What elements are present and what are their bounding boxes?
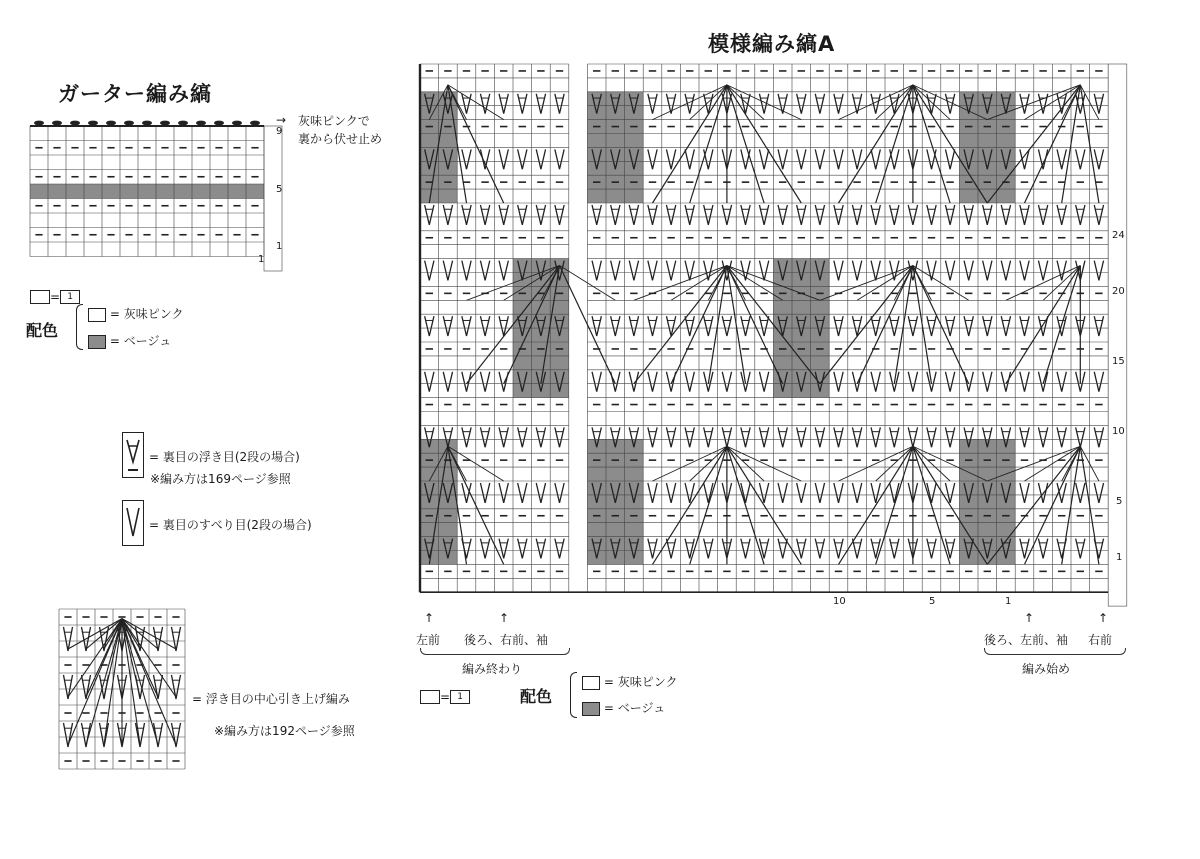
slip-mark [518,483,527,503]
slip-mark [834,427,843,447]
slip-mark [759,316,768,336]
slip-mark [1020,427,1029,447]
slip-mark [1020,539,1029,559]
slip-mark [666,149,675,169]
pattern-col-10: 10 [833,596,846,607]
slip-mark [704,94,713,114]
slip-mark [462,372,471,392]
slip-mark [480,94,489,114]
slip-mark [852,483,861,503]
bindoff-stitch [142,121,152,126]
slip-mark [722,427,731,447]
slip-mark [648,316,657,336]
slip-mark [852,149,861,169]
float-stitch-note: ※編み方は169ページ参照 [150,472,291,486]
bindoff-note-2: 裏から伏せ止め [298,132,383,146]
start-brace [984,648,1126,655]
slip-mark [759,427,768,447]
slip-mark [1076,205,1085,225]
slip-mark [1057,427,1066,447]
end-arrow-right-icon: ↑ [499,611,510,625]
lift-line [122,619,158,745]
slip-mark [629,205,638,225]
slip-mark [425,316,434,336]
slip-mark [1038,539,1047,559]
slip-mark [741,94,750,114]
slip-mark [927,316,936,336]
slip-mark [908,427,917,447]
slip-mark [462,261,471,281]
slip-mark [1001,261,1010,281]
slip-mark [927,539,936,559]
slip-mark [1094,149,1103,169]
slip-mark [1057,261,1066,281]
bindoff-stitch [52,121,62,126]
pattern-symbol-key [420,686,470,705]
slip-mark [759,372,768,392]
slip-mark [648,372,657,392]
slip-mark [648,205,657,225]
bindoff-stitch [214,121,224,126]
pattern-col-1: 1 [1005,596,1012,607]
pattern-row-15: 15 [1112,356,1125,367]
color-key-right-item-1 [582,673,677,690]
color-key-left-item-2 [88,332,171,349]
slip-mark [722,372,731,392]
slip-mark [704,205,713,225]
color-key-left-brace [76,304,83,350]
slip-mark [1038,261,1047,281]
beige-stripe [30,186,264,196]
slip-mark [611,205,620,225]
slip-mark [704,427,713,447]
slip-mark [425,261,434,281]
slip-mark [871,427,880,447]
slip-mark [425,205,434,225]
slip-mark [536,427,545,447]
slip-mark [499,372,508,392]
slip-mark [499,539,508,559]
blank-cell-icon [420,690,440,704]
slip-mark [629,372,638,392]
slip-mark [852,427,861,447]
slip-mark [871,372,880,392]
slip-mark [871,261,880,281]
slip-mark [1094,205,1103,225]
pattern-key-equals: = [440,690,451,704]
slip-mark [666,483,675,503]
slip-mark [797,539,806,559]
float-lift-note: ※編み方は192ページ参照 [214,724,355,738]
slip-mark [462,205,471,225]
slip-mark [536,539,545,559]
slip-mark [499,483,508,503]
slip-mark [834,483,843,503]
bindoff-stitch [250,121,260,126]
bindoff-stitch [34,121,44,126]
color-key-right-label: 配色 [520,687,553,706]
slip-mark [648,427,657,447]
slip-mark [871,205,880,225]
slip-mark [443,261,452,281]
slip-mark [480,205,489,225]
slip-mark [685,316,694,336]
slip-mark [778,427,787,447]
slip-mark [834,94,843,114]
color-key-left-item-1 [88,305,183,322]
slip-mark [1057,149,1066,169]
slip-mark [685,149,694,169]
slip-mark [425,372,434,392]
slip-mark [797,427,806,447]
slip-mark [648,94,657,114]
slip-mark [666,261,675,281]
slip-mark [1057,205,1066,225]
slip-mark [890,539,899,559]
slip-mark [518,94,527,114]
slip-mark [852,205,861,225]
slip-mark [443,316,452,336]
slip-mark [797,149,806,169]
slip-stitch-legend: = 裏目のすべり目(2段の場合) [149,518,312,532]
slip-mark [797,483,806,503]
slip-mark [1020,372,1029,392]
slip-mark [945,372,954,392]
slip-mark [964,372,973,392]
slip-mark [685,205,694,225]
bindoff-stitch [88,121,98,126]
slip-mark [741,483,750,503]
slip-mark [648,483,657,503]
bindoff-stitch [196,121,206,126]
color-key-right-item-2 [582,699,665,716]
slip-mark [741,316,750,336]
garter-title: ガーター編み縞 [58,82,212,106]
slip-mark [555,539,564,559]
slip-mark [834,372,843,392]
slip-mark [518,205,527,225]
slip-mark [480,372,489,392]
slip-mark [629,261,638,281]
slip-mark [1076,539,1085,559]
purl-cell-icon: 1 [450,690,470,704]
slip-mark [480,261,489,281]
slip-mark [983,261,992,281]
slip-mark [722,205,731,225]
slip-mark [518,149,527,169]
slip-mark [815,539,824,559]
slip-mark [852,539,861,559]
slip-mark [890,427,899,447]
row-number-column [1108,64,1127,606]
slip-mark [555,427,564,447]
pattern-a-title: 模様編み縞A [708,32,836,56]
slip-mark [1001,205,1010,225]
slip-mark [1038,94,1047,114]
slip-mark [518,427,527,447]
slip-mark [499,94,508,114]
slip-mark [890,316,899,336]
slip-mark [815,149,824,169]
slip-mark [1094,372,1103,392]
slip-mark [778,483,787,503]
bindoff-stitch [70,121,80,126]
slip-mark [499,261,508,281]
slip-mark [1094,94,1103,114]
bindoff-stitch [106,121,116,126]
slip-mark [666,539,675,559]
slip-mark [685,261,694,281]
float-lift-legend: = 浮き目の中心引き上げ編み [192,692,350,706]
garter-key-equals: = [50,290,61,304]
bindoff-stitch [232,121,242,126]
slip-mark [927,427,936,447]
beige-swatch-icon [582,702,600,716]
slip-mark [964,205,973,225]
start-arrow-left-icon: ↑ [1024,611,1035,625]
float-lift-chart [58,608,188,778]
slip-mark [778,149,787,169]
slip-mark [908,205,917,225]
slip-mark [704,539,713,559]
slip-mark [852,372,861,392]
slip-mark [64,723,73,747]
slip-mark [704,483,713,503]
slip-mark [536,483,545,503]
slip-mark [964,316,973,336]
slip-mark [648,261,657,281]
slip-mark [648,539,657,559]
slip-mark [983,316,992,336]
bindoff-note-1: 灰味ピンクで [298,114,370,128]
slip-mark [1020,94,1029,114]
slip-mark [1094,483,1103,503]
slip-mark [480,149,489,169]
end-arrow-left-icon: ↑ [424,611,435,625]
slip-mark [462,427,471,447]
slip-mark [443,372,452,392]
slip-mark [1020,205,1029,225]
slip-mark [480,483,489,503]
slip-mark [945,205,954,225]
color-key-right-text-2: = ベージュ [603,701,666,715]
slip-mark [64,675,73,699]
color-key-left-label: 配色 [26,321,59,340]
garter-row-1: 1 [276,241,283,252]
slip-mark [648,149,657,169]
slip-mark [815,427,824,447]
slip-mark [1001,372,1010,392]
slip-mark [536,94,545,114]
slip-mark [890,205,899,225]
slip-mark [1057,372,1066,392]
slip-mark [555,483,564,503]
slip-mark [759,205,768,225]
bindoff-stitch [160,121,170,126]
slip-mark [172,675,181,699]
end-caption: 編み終わり [462,662,523,676]
slip-mark [443,205,452,225]
slip-mark [834,261,843,281]
lift-line [86,619,122,745]
slip-mark [945,427,954,447]
slip-mark [592,261,601,281]
slip-mark [480,316,489,336]
slip-mark [1094,261,1103,281]
slip-mark [462,316,471,336]
slip-mark [890,94,899,114]
bindoff-arrow-icon: → [276,113,287,127]
pink-swatch-icon [582,676,600,690]
slip-mark [499,149,508,169]
slip-mark [704,316,713,336]
slip-mark [945,149,954,169]
slip-mark [927,483,936,503]
slip-mark [462,149,471,169]
pattern-a-chart [416,58,1136,610]
slip-mark [555,94,564,114]
slip-mark [499,205,508,225]
slip-mark [815,205,824,225]
slip-mark [611,261,620,281]
slip-mark [685,372,694,392]
garter-col-1: 1 [258,254,265,265]
slip-mark [1020,316,1029,336]
slip-mark [927,94,936,114]
color-key-left-text-2: = ベージュ [109,334,172,348]
pattern-row-24: 24 [1112,230,1125,241]
color-key-left-text-1: = 灰味ピンク [109,307,184,321]
slip-mark [797,94,806,114]
slip-stitch-icon [122,500,144,546]
slip-mark [1094,316,1103,336]
slip-mark [834,149,843,169]
pattern-col-5: 5 [929,596,936,607]
slip-mark [1076,427,1085,447]
garter-row-5: 5 [276,184,283,195]
slip-mark [722,316,731,336]
slip-mark [1001,316,1010,336]
start-label-back: 後ろ、左前、袖 [984,633,1069,647]
start-arrow-right-icon: ↑ [1098,611,1109,625]
slip-mark [1020,261,1029,281]
slip-mark [172,723,181,747]
slip-mark [592,205,601,225]
slip-mark [480,539,489,559]
slip-mark [555,205,564,225]
slip-mark [536,205,545,225]
slip-mark [890,483,899,503]
slip-mark [871,316,880,336]
slip-mark [480,427,489,447]
slip-mark [611,372,620,392]
slip-mark [518,539,527,559]
slip-mark [666,372,675,392]
garter-symbol-key [30,286,80,305]
slip-mark [1094,427,1103,447]
slip-mark [815,94,824,114]
slip-mark [685,427,694,447]
garter-stitch-chart [30,118,292,270]
slip-mark [834,316,843,336]
slip-mark [666,205,675,225]
slip-mark [834,539,843,559]
pattern-row-5: 5 [1116,496,1123,507]
slip-mark [964,261,973,281]
slip-mark [1020,483,1029,503]
slip-mark [759,261,768,281]
garter-row-9: 9 [276,126,283,137]
slip-mark [908,372,917,392]
slip-mark [908,316,917,336]
slip-mark [1076,483,1085,503]
slip-mark [871,149,880,169]
slip-mark [778,205,787,225]
slip-mark [759,149,768,169]
end-brace [420,648,570,655]
slip-mark [834,205,843,225]
pattern-row-1: 1 [1116,552,1123,563]
slip-mark [1038,205,1047,225]
color-key-right-brace [570,672,577,718]
slip-mark [741,427,750,447]
slip-mark [592,316,601,336]
slip-mark [1076,149,1085,169]
beige-swatch-icon [88,335,106,349]
slip-mark [666,427,675,447]
bindoff-stitch [124,121,134,126]
slip-mark [629,316,638,336]
float-stitch-legend: = 裏目の浮き目(2段の場合) [149,450,300,464]
pink-swatch-icon [88,308,106,322]
blank-cell-icon [30,290,50,304]
slip-mark [592,372,601,392]
purl-cell-icon: 1 [60,290,80,304]
slip-mark [555,149,564,169]
slip-mark [852,261,861,281]
slip-mark [815,483,824,503]
slip-mark [611,316,620,336]
end-label-left-front: 左前 [416,633,441,647]
slip-mark [983,372,992,392]
bindoff-stitch [178,121,188,126]
slip-mark [945,261,954,281]
slip-mark [778,539,787,559]
slip-mark [1038,149,1047,169]
slip-mark [983,205,992,225]
end-label-back: 後ろ、右前、袖 [464,633,549,647]
start-caption: 編み始め [1022,662,1071,676]
slip-mark [945,316,954,336]
start-label-right-front: 右前 [1088,633,1113,647]
pattern-row-20: 20 [1112,286,1125,297]
slip-mark [536,149,545,169]
slip-mark [741,205,750,225]
slip-mark [927,205,936,225]
slip-mark [741,539,750,559]
float-stitch-icon [122,432,144,478]
slip-mark [1038,427,1047,447]
slip-mark [499,427,508,447]
slip-mark [797,205,806,225]
color-key-right-text-1: = 灰味ピンク [603,675,678,689]
pattern-row-10: 10 [1112,426,1125,437]
